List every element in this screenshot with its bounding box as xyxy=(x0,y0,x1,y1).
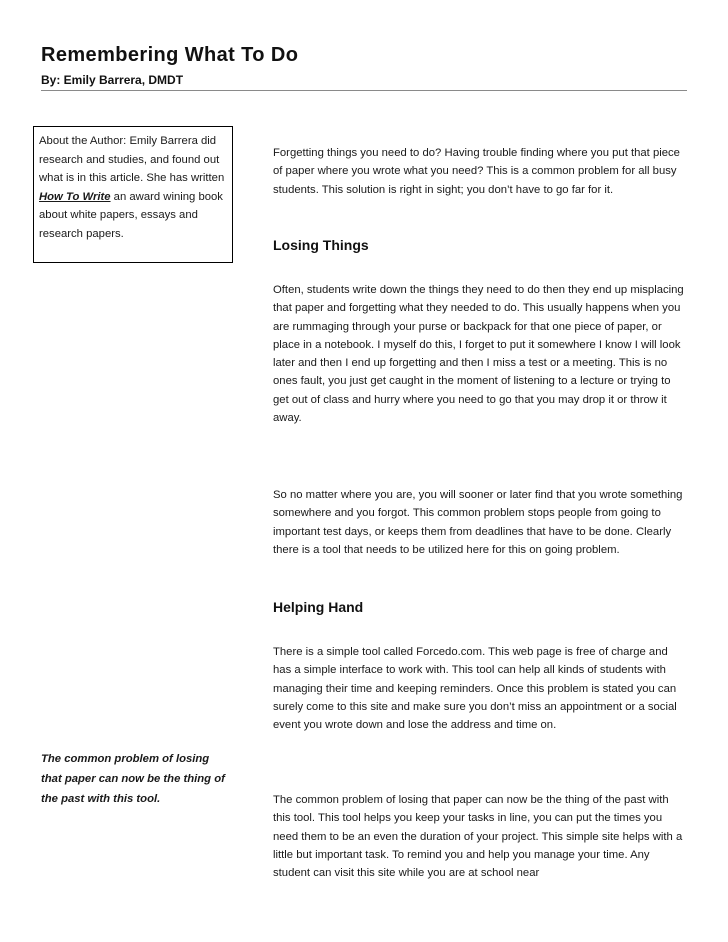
paragraph-text: The common problem of losing that paper can now be the thing of the past with this tool. This tool helps you keep your tasks in line, you can put the times you need them to be an even the duration of your project. This simple site helps with a little but important task. To remind you and help you manage your time. Any student can visit this site while you are at school near xyxy=(273,794,683,880)
losing-things-paragraph-2 xyxy=(273,486,688,559)
section-heading-losing-things: Losing Things xyxy=(273,237,369,253)
paragraph-text: Often, students write down the things they need to do then they end up misplacing that paper and forgetting what they needed to do. This usually happens when you are rummaging through your purse or backpack for that one piece of paper, or place in a notebook. I myself do this, I forget to put it somewhere I know I will look later and then I end up forgetting and then I miss a test or a meeting. This is no ones fault, you just get caught in the moment of listening to a lecture or trying to get out of class and hurry where you need to go that you may drop it or throw it away. xyxy=(273,284,684,425)
paragraph-text: Forgetting things you need to do? Having trouble finding where you put that piece of paper where you wrote what you need? This is a common problem for all busy students. This solution is right in sight; you don’t have to go far for it. xyxy=(273,147,680,196)
helping-hand-paragraph-2 xyxy=(273,791,688,882)
paragraph-text: So no matter where you are, you will sooner or later find that you wrote something somewhere and you forgot. This common problem stops people from going to important test days, or keeps them from deadlines that have to be done. Clearly there is a tool that needs to be utilized here for this on going problem. xyxy=(273,489,683,556)
section-heading-helping-hand: Helping Hand xyxy=(273,599,364,615)
header-divider xyxy=(41,90,687,91)
author-byline: By: Emily Barrera, DMDT xyxy=(41,73,184,87)
book-title: How To Write xyxy=(39,190,111,203)
about-author-text-end: an award wining book about white papers, essays and research papers. xyxy=(39,190,223,240)
pull-quote: The common problem of losing that paper can now be the thing of the past with this tool. xyxy=(41,753,225,805)
about-author-box xyxy=(33,126,233,263)
about-author-text xyxy=(39,132,228,243)
losing-things-paragraph-1 xyxy=(273,281,688,427)
paragraph-text: There is a simple tool called Forcedo.com. This web page is free of charge and has a simple interface to work with. This tool can help all kinds of students with managing their time and keeping reminders. Once this problem is stated you can surely come to this site and make sure you don’t miss an appointment or a social event you wrote down and lose the address and time on. xyxy=(273,646,677,732)
intro-paragraph xyxy=(273,144,688,199)
document-title: Remembering What To Do xyxy=(41,44,299,66)
about-author-text-start: About the Author: Emily Barrera did research and studies, and found out what is in this article. She has written xyxy=(39,135,225,184)
helping-hand-paragraph-1 xyxy=(273,643,688,734)
